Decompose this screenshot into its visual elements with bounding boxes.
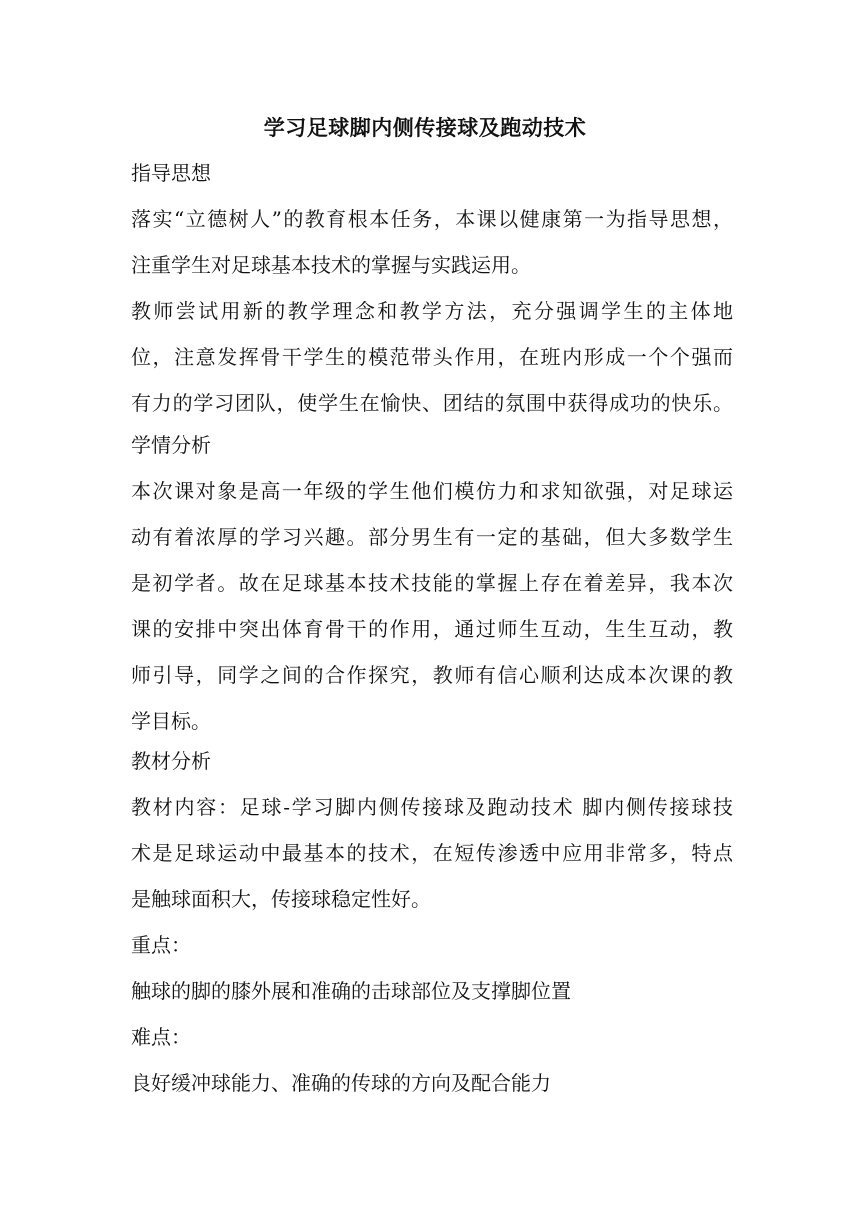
paragraph-line: 有力的学习团队，使学生在愉快、团结的氛围中获得成功的快乐。 [131,391,733,415]
paragraph-line: 是初学者。故在足球基本技术技能的掌握上存在着差异，我本次 [131,571,733,595]
paragraph-line: 课的安排中突出体育骨干的作用，通过师生互动，生生互动，教 [131,617,733,641]
difficulty-label: 难点： [131,1025,191,1049]
key-point-text: 触球的脚的膝外展和准确的击球部位及支撑脚位置 [131,979,571,1003]
paragraph-line: 动有着浓厚的学习兴趣。部分男生有一定的基础，但大多数学生 [131,525,733,549]
document-title: 学习足球脚内侧传接球及跑动技术 [263,115,587,140]
paragraph-line: 教材内容：足球-学习脚内侧传接球及跑动技术 脚内侧传接球技 [131,795,733,819]
paragraph-line: 教师尝试用新的教学理念和教学方法，充分强调学生的主体地 [131,299,733,323]
paragraph-line: 学目标。 [131,709,211,733]
difficulty-text: 良好缓冲球能力、准确的传球的方向及配合能力 [131,1071,551,1095]
paragraph-line: 落实“立德树人”的教育根本任务，本课以健康第一为指导思想， [131,207,733,231]
paragraph-line: 位，注意发挥骨干学生的模范带头作用，在班内形成一个个强而 [131,345,733,369]
paragraph-line: 是触球面积大，传接球稳定性好。 [131,887,431,911]
paragraph-line: 注重学生对足球基本技术的掌握与实践运用。 [131,253,531,277]
section-heading-material: 教材分析 [131,749,211,773]
paragraph-line: 师引导，同学之间的合作探究，教师有信心顺利达成本次课的教 [131,663,733,687]
section-heading-guiding: 指导思想 [131,161,211,185]
key-point-label: 重点： [131,933,191,957]
section-heading-students: 学情分析 [131,433,211,457]
paragraph-line: 术是足球运动中最基本的技术，在短传渗透中应用非常多，特点 [131,841,733,865]
paragraph-line: 本次课对象是高一年级的学生他们模仿力和求知欲强，对足球运 [131,479,733,503]
